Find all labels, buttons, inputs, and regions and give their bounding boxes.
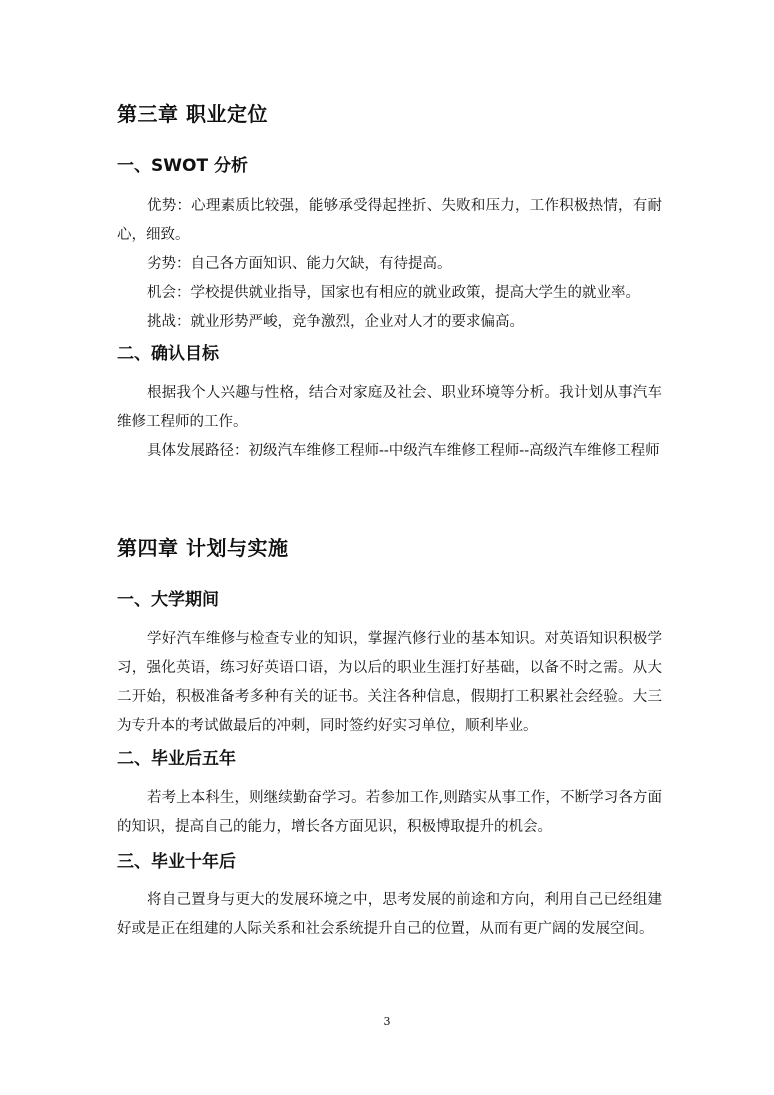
swot-threats-paragraph: 挑战：就业形势严峻，竞争激烈，企业对人才的要求偏高。 <box>147 314 524 330</box>
swot-heading: 一、SWOT 分析 <box>117 156 248 176</box>
swot-weaknesses-paragraph: 劣势：自己各方面知识、能力欠缺，有待提高。 <box>147 256 452 272</box>
chapter-4-title: 第四章 计划与实施 <box>117 536 289 560</box>
college-heading: 一、大学期间 <box>117 590 219 610</box>
chapter-3-title: 第三章 职业定位 <box>117 102 268 126</box>
college-paragraph: 学好汽车维修与检查专业的知识，掌握汽修行业的基本知识。对英语知识积极学习，强化英语，练习好英语口语，为以后的职业生涯打好基础，以备不时之需。从大二开始，积极准备考多种有关的证书。关注各种信息，假期打工积累社会经验。大三为专升本的考试做最后的冲刺，同时签约好实习单位，顺利毕业。 <box>117 631 662 734</box>
five-years-paragraph: 若考上本科生，则继续勤奋学习。若参加工作,则踏实从事工作，不断学习各方面的知识，提高自己的能力，增长各方面见识，积极博取提升的机会。 <box>117 790 662 835</box>
swot-opportunities-paragraph: 机会：学校提供就业指导，国家也有相应的就业政策，提高大学生的就业率。 <box>147 285 640 301</box>
five-years-heading: 二、毕业后五年 <box>117 749 236 769</box>
swot-strengths-paragraph: 优势：心理素质比较强，能够承受得起挫折、失败和压力，工作积极热情，有耐心，细致。 <box>117 198 662 243</box>
page-number: 3 <box>383 1015 391 1028</box>
goal-paragraph-1: 根据我个人兴趣与性格，结合对家庭及社会、职业环境等分析。我计划从事汽车维修工程师的工作。 <box>117 385 662 430</box>
goal-heading: 二、确认目标 <box>117 344 219 364</box>
ten-years-paragraph: 将自己置身与更大的发展环境之中，思考发展的前途和方向，利用自己已经组建好或是正在组建的人际关系和社会系统提升自己的位置，从而有更广阔的发展空间。 <box>117 892 662 937</box>
ten-years-heading: 三、毕业十年后 <box>117 852 236 872</box>
goal-paragraph-2: 具体发展路径：初级汽车维修工程师--中级汽车维修工程师--高级汽车维修工程师 <box>147 443 660 459</box>
